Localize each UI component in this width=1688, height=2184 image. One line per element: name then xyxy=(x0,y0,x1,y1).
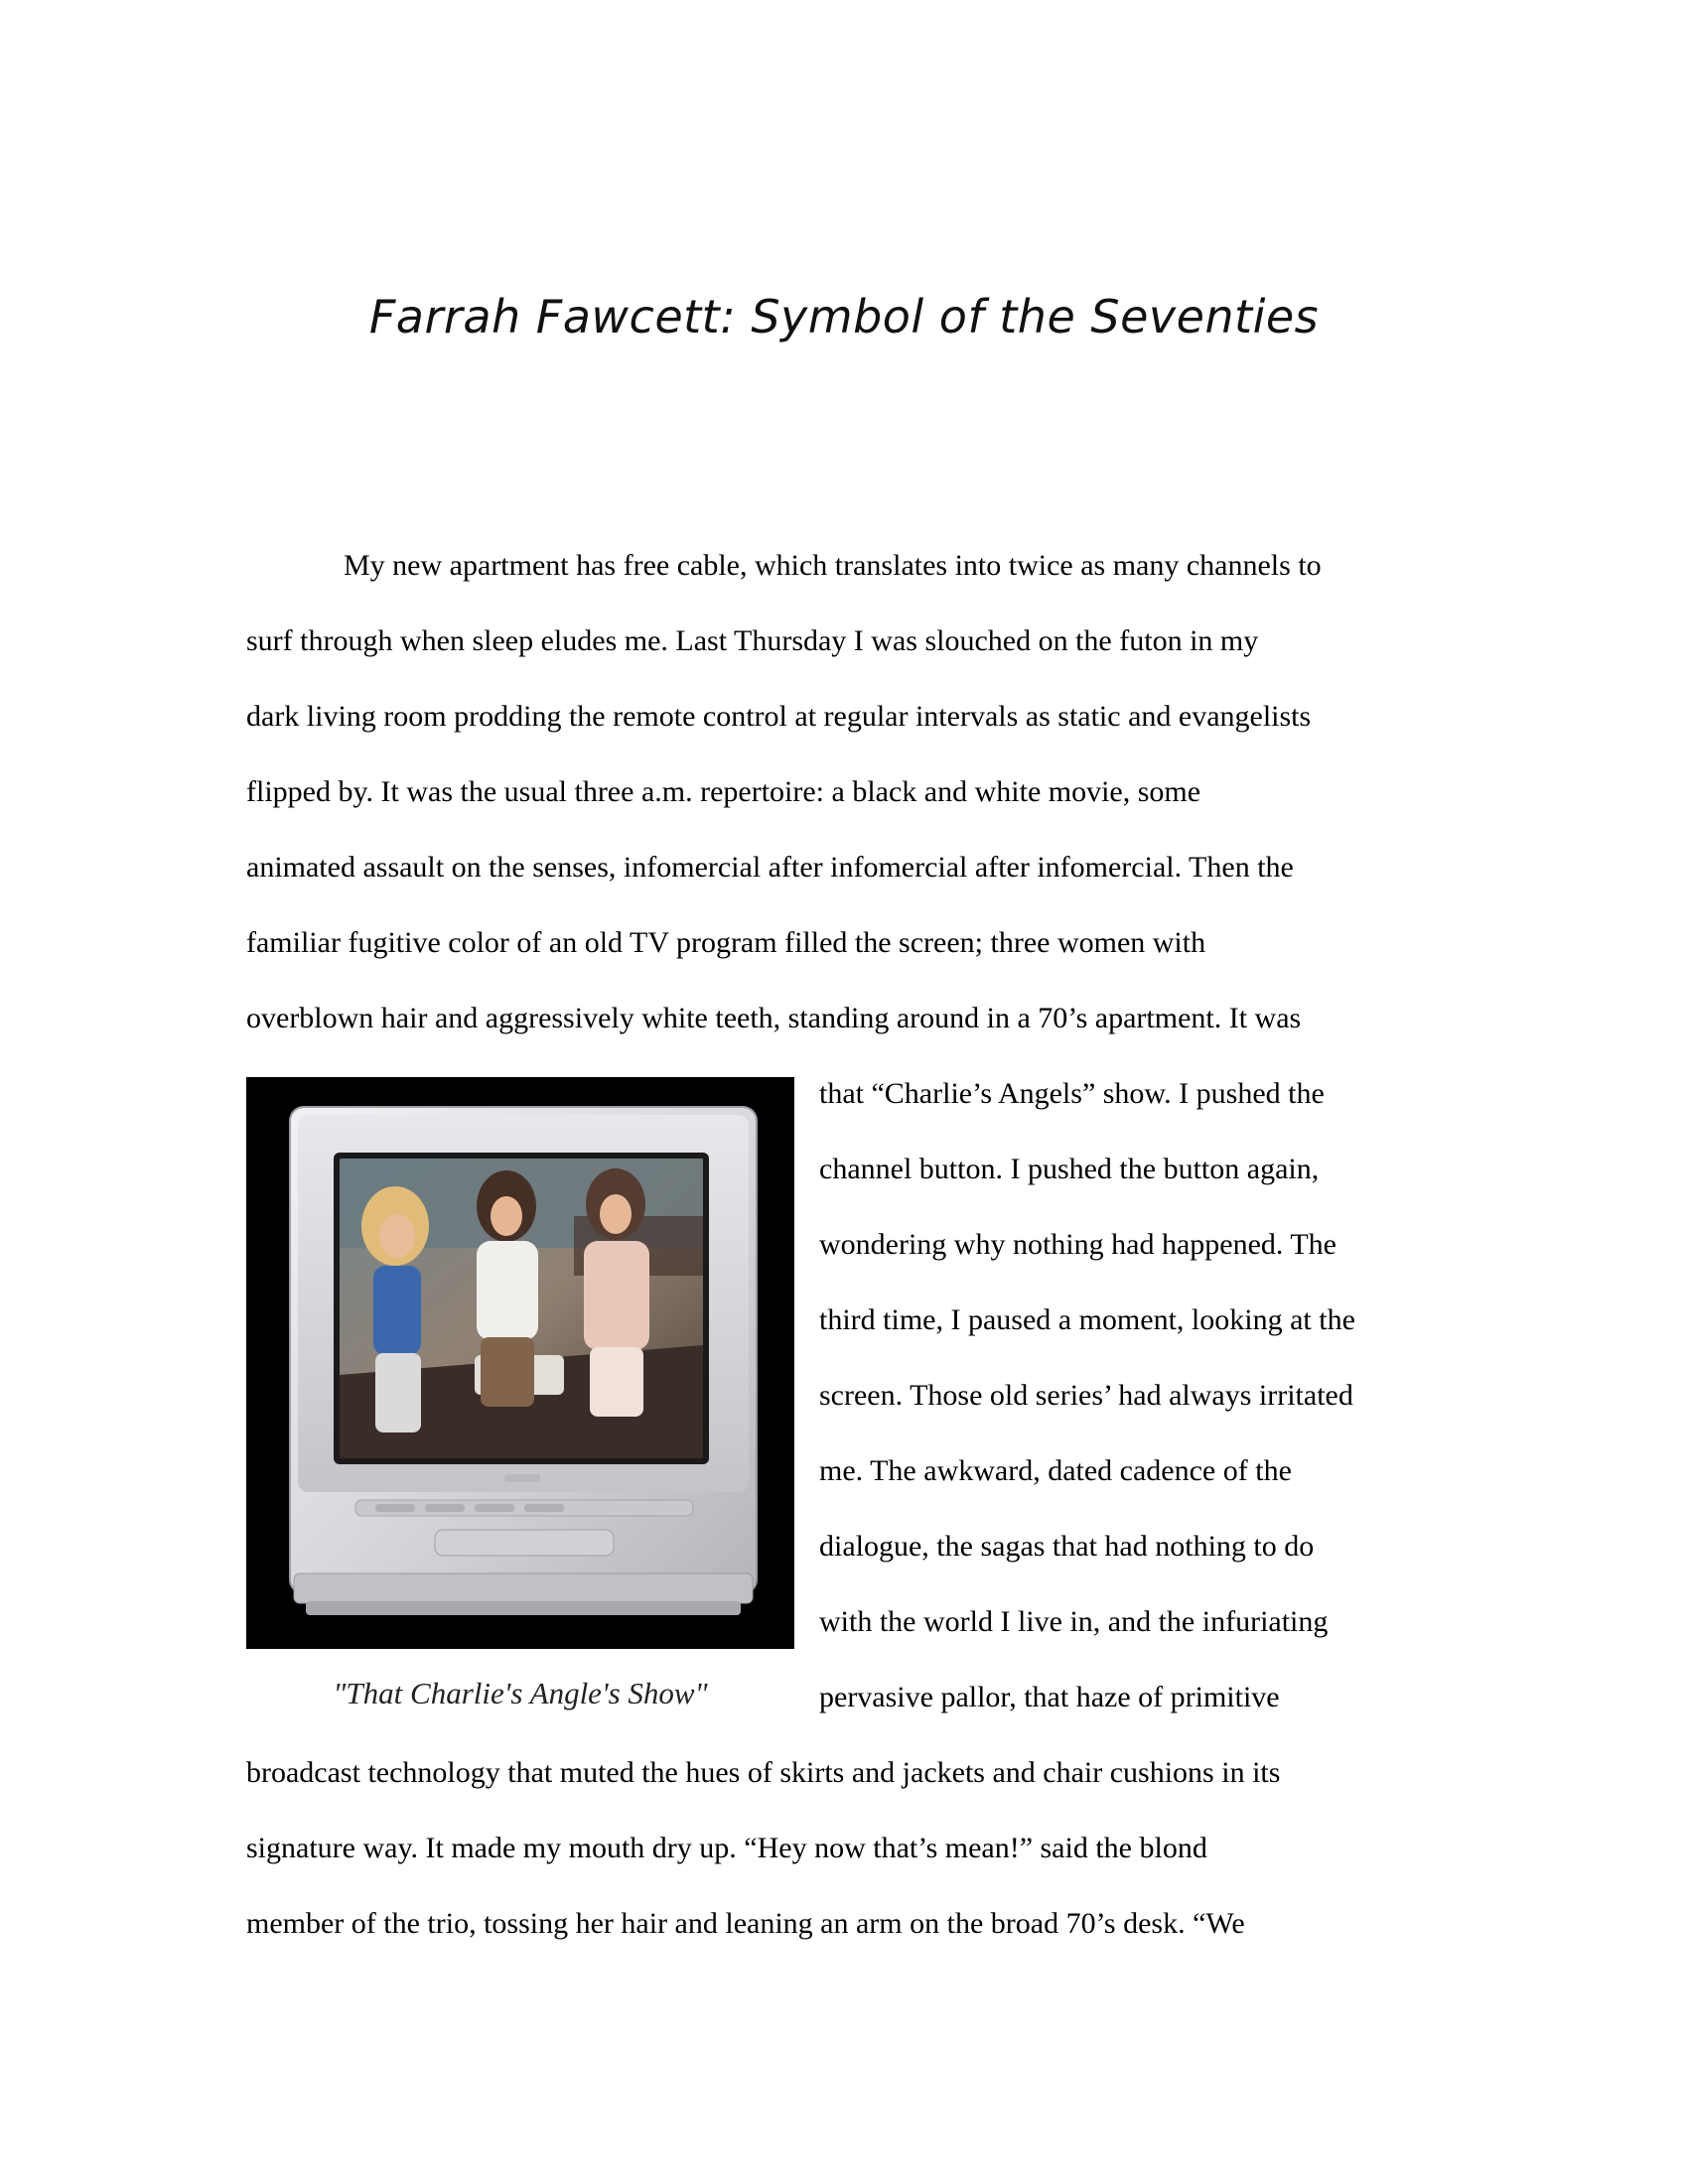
body-line: with the world I live in, and the infuriating xyxy=(819,1605,1329,1638)
body-line: overblown hair and aggressively white teeth, standing around in a 70’s apartment. It was xyxy=(246,1002,1302,1034)
body-line: dialogue, the sagas that had nothing to do xyxy=(819,1530,1315,1563)
body-line: member of the trio, tossing her hair and leaning an arm on the broad 70’s desk. “We xyxy=(246,1907,1245,1940)
body-line: My new apartment has free cable, which translates into twice as many channels to xyxy=(344,549,1322,582)
tv-photo xyxy=(246,1077,794,1649)
body-line: broadcast technology that muted the hues of skirts and jackets and chair cushions in its xyxy=(246,1756,1281,1789)
body-line: third time, I paused a moment, looking at the xyxy=(819,1303,1355,1336)
body-line: that “Charlie’s Angels” show. I pushed the xyxy=(819,1077,1325,1110)
body-line: signature way. It made my mouth dry up. “Hey now that’s mean!” said the blond xyxy=(246,1832,1207,1864)
tv-illustration xyxy=(246,1077,794,1649)
figure-caption: "That Charlie's Angle's Show" xyxy=(333,1676,708,1710)
body-line: familiar fugitive color of an old TV program filled the screen; three women with xyxy=(246,926,1206,959)
body-line: screen. Those old series’ had always irritated xyxy=(819,1379,1353,1412)
document-title: Farrah Fawcett: Symbol of the Seventies xyxy=(368,290,1320,343)
body-line: flipped by. It was the usual three a.m. repertoire: a black and white movie, some xyxy=(246,775,1201,808)
body-line: animated assault on the senses, infomercial after infomercial after infomercial. Then the xyxy=(246,851,1294,884)
body-line: channel button. I pushed the button again, xyxy=(819,1153,1320,1185)
body-line: pervasive pallor, that haze of primitive xyxy=(819,1681,1280,1713)
body-line: dark living room prodding the remote control at regular intervals as static and evangelists xyxy=(246,700,1312,733)
body-line: surf through when sleep eludes me. Last Thursday I was slouched on the futon in my xyxy=(246,624,1259,657)
body-line: me. The awkward, dated cadence of the xyxy=(819,1454,1292,1487)
body-line: wondering why nothing had happened. The xyxy=(819,1228,1337,1261)
